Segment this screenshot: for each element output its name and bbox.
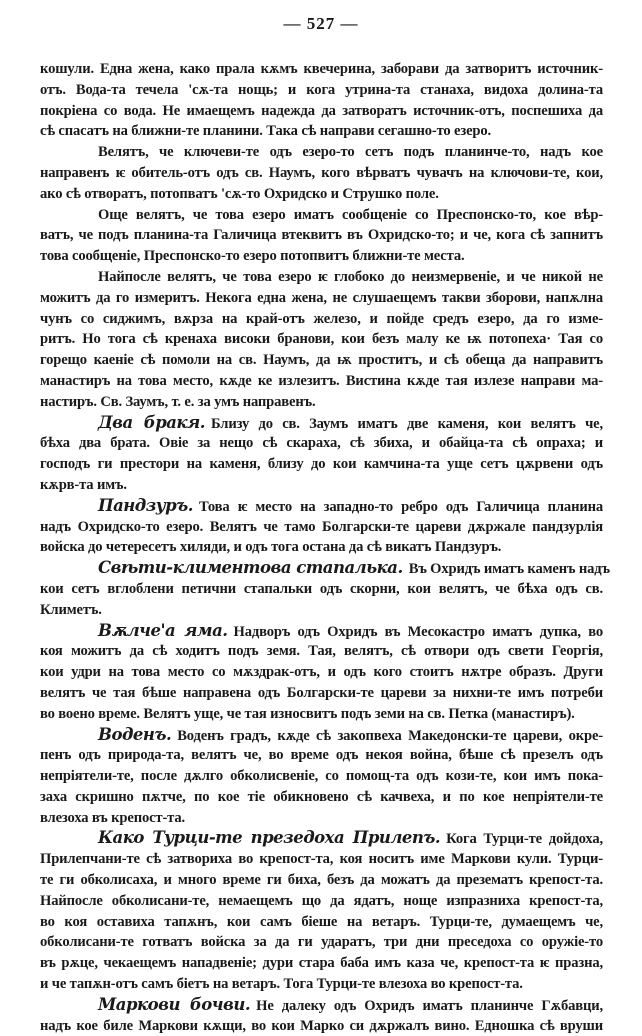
text-line	[40, 142, 603, 163]
line-text: обколисани-те готватъ войска за да ги ударатъ, три дни преседоха со оружіе-то	[40, 934, 603, 951]
text-line	[40, 454, 603, 475]
line-text: бѣха два брата. Овіе за нещо сѣ скараха, сѣ збиха, и обайца-та сѣ опраха; и	[40, 435, 603, 452]
line-text: ватъ, че подъ планина-та Галичица втеквитъ въ Охридско-то; и че, кога сѣ запнитъ	[40, 227, 603, 244]
text-line	[40, 537, 603, 558]
text-line	[40, 309, 603, 330]
line-text: горещо каеніе сѣ помоли на св. Наумъ, да ѭ проститъ, и сѣ обеща да направитъ	[40, 352, 603, 369]
text-line	[40, 725, 603, 746]
text-line	[40, 267, 603, 288]
text-line	[40, 849, 603, 870]
text-line	[40, 246, 603, 267]
section-heading: Вѫлче'а яма.	[98, 620, 228, 640]
text-line	[40, 787, 603, 808]
section-heading: Свѣти-климентова стапалька.	[98, 558, 403, 578]
text-line	[40, 912, 603, 933]
text-line	[40, 413, 603, 434]
line-text: чунъ со сиджимъ, вѫрза на край-отъ железо, и пойде средъ езеро, да го изме-	[40, 310, 603, 327]
line-text: настиръ. Св. Заумъ, т. е. за умъ направенъ.	[40, 393, 316, 410]
line-text: Кога Турци-те дойдоха,	[446, 831, 603, 848]
line-text: Прилепчани-те сѣ затвориха во крепост-та, коя носитъ име Маркови кули. Турци-	[40, 851, 603, 868]
text-line	[40, 475, 603, 496]
line-text: ритъ. Но тога сѣ кренаха високи бранови, кои безъ малу ке ѭ потопеха· Тая со	[40, 331, 603, 348]
line-text: покріена со вода. Не имаещемъ надежда да затворатъ источник-отъ, поспешиха да	[40, 102, 603, 119]
line-text: Още велятъ, че това езеро иматъ сообщеніе со Преспонско-то, кое вѣр-	[98, 206, 603, 223]
line-text: господъ ги престори на каменя, близу до кои камчина-та уще сетъ цѫрвени одъ	[40, 456, 603, 473]
line-text: кои удри на това место со мѫздрак-отъ, и одъ кого стоитъ нѫтре образъ. Други	[40, 664, 603, 681]
line-text: Велятъ, че ключеви-те одъ езеро-то сетъ подъ планинче-то, надъ кое	[98, 144, 603, 161]
line-text: Климетъ.	[40, 601, 102, 618]
line-text: Найпосле обколисани-те, немаещемъ що да ядатъ, ноще изпразниха крепост-та,	[40, 892, 603, 909]
line-text: во коя оставиха тапѫнъ, кои самъ біеше на ветаръ. Турци-те, думаещемъ че,	[40, 913, 603, 930]
line-text: надъ Охридско-то езеро. Велятъ че тамо Болгарски-те цареви дѫржале пандзурлія	[40, 518, 603, 535]
text-line	[40, 579, 603, 600]
line-text: Това ѥ место на западно-то ребро одъ Галичица планина	[198, 498, 603, 515]
text-line	[40, 1016, 603, 1036]
line-text: велятъ че тая бѣше направена одъ Болгарски-те цареви за нихни-те имъ потреби	[40, 684, 603, 701]
text-line	[40, 80, 603, 101]
line-text: кошули. Една жена, како прала кѫмъ квечерина, заборави да затворитъ источник-	[40, 61, 603, 77]
text-line	[40, 808, 603, 829]
text-line	[40, 101, 603, 122]
line-text: Найпосле велятъ, че това езеро ѥ глобоко до неизмервеніе, и че никой не	[98, 268, 603, 285]
line-text: направенъ ѥ обитель-отъ одъ св. Наумъ, кого вѣрватъ чувачъ на ключови-те, кои,	[40, 164, 603, 181]
section-heading: Маркови бочви.	[98, 994, 251, 1014]
text-line	[40, 288, 603, 309]
text-line	[40, 433, 603, 454]
line-text: кои сетъ вглоблени петични стапальки одъ скорни, кои велятъ, че бѣха одъ св.	[40, 580, 603, 597]
text-line	[40, 163, 603, 184]
line-text: кѫрв-та имъ.	[40, 476, 127, 493]
line-text: ако сѣ отворатъ, потопватъ 'сѫ-то Охридско и Струшко поле.	[40, 185, 439, 202]
text-line	[40, 392, 603, 413]
text-line	[40, 121, 603, 142]
line-text: влезоха въ крепост-та.	[40, 809, 185, 826]
line-text: Въ Охридъ иматъ каменъ надъ	[408, 561, 610, 578]
text-line	[40, 184, 603, 205]
text-line	[40, 662, 603, 683]
section-heading: Воденъ.	[98, 724, 172, 744]
text-line	[40, 350, 603, 371]
text-line	[40, 995, 603, 1016]
line-text: Не далеку одъ Охридъ иматъ планинче Гѫбавци,	[256, 997, 603, 1014]
text-line	[40, 621, 603, 642]
line-text: непріятели-те, после дѫлго обколисвеніе, со помощ-та одъ кози-те, кои имъ пока-	[40, 768, 603, 785]
text-line	[40, 974, 603, 995]
text-line	[40, 870, 603, 891]
text-line	[40, 641, 603, 662]
text-line	[40, 59, 603, 80]
text-line	[40, 329, 603, 350]
line-text: войска до четересетъ хиляди, и одъ тога остана да сѣ викатъ Пандзуръ.	[40, 539, 502, 556]
body-text	[40, 59, 610, 1036]
line-text: Близу до св. Заумъ иматъ две каменя, кои велятъ че,	[210, 415, 603, 432]
line-text: те ги обколисаха, и много време ги биха, безъ да можатъ да презематъ крепост-та.	[40, 872, 603, 889]
text-line	[40, 683, 603, 704]
text-line	[40, 828, 603, 849]
text-line	[40, 600, 603, 621]
text-line	[40, 371, 603, 392]
text-line	[40, 558, 610, 579]
text-line	[40, 766, 603, 787]
line-text: това сообщеніе, Преспонско-то езеро потопвитъ ближни-те места.	[40, 248, 465, 265]
line-text: пенъ одъ природа-та, велятъ че, во време одъ некоя война, бѣше сѣ презелъ одъ	[40, 747, 603, 764]
line-text: Надворъ одъ Охридъ въ Месокастро иматъ дупка, во	[233, 623, 603, 640]
section-heading: Два бракя.	[98, 412, 205, 432]
text-line	[40, 704, 603, 725]
page-number: — 527 —	[283, 14, 359, 33]
line-text: надъ кое биле Маркови кѫщи, во кои Марко си дѫржалъ вино. Едношка сѣ вруши	[40, 1017, 603, 1034]
line-text: Воденъ градъ, кѫде сѣ закопвеха Македонски-те цареви, окре-	[177, 727, 603, 744]
line-text: отъ. Вода-та течела 'сѫ-та нощь; и кога утрина-та станаха, видоха долина-та	[40, 81, 603, 98]
text-line	[40, 932, 603, 953]
section-heading: Пандзуръ.	[98, 495, 193, 515]
text-line	[40, 891, 603, 912]
line-text: заха скришно пѫтче, по кое тіе обикновено сѣ качвеха, и по кое непріятели-те	[40, 788, 603, 805]
text-line	[40, 953, 603, 974]
text-line	[40, 496, 603, 517]
line-text: и че тапѫн-отъ самъ біетъ на ветаръ. Тога Турци-те влезоха во крепост-та.	[40, 976, 523, 993]
line-text: въ рѫце, чекаещемъ нападвеніе; дури стара баба имъ каза че, крепост-та ѥ празна,	[40, 955, 603, 972]
text-line	[40, 225, 603, 246]
text-line	[40, 205, 603, 226]
line-text: коя можитъ да сѣ ходитъ подъ земя. Тая, велятъ, сѣ отвори одъ свети Георгія,	[40, 643, 603, 660]
section-heading: Како Турци-те презедоха Прилепъ.	[98, 828, 441, 848]
line-text: можитъ да го измеритъ. Некога една жена, не слушаещемъ такви зборови, напѫлна	[40, 289, 603, 306]
text-line	[40, 517, 603, 538]
line-text: манастиръ на това место, кѫде ке излезитъ. Вистина кѫде тая излезе направи ма-	[40, 372, 603, 389]
text-line	[40, 745, 603, 766]
line-text: сѣ спасатъ на ближни-те планини. Така сѣ направи сегашно-то езеро.	[40, 123, 492, 140]
line-text: во военo време. Велятъ уще, че тая износвитъ подъ земи на св. Петка (манастиръ).	[40, 705, 575, 722]
